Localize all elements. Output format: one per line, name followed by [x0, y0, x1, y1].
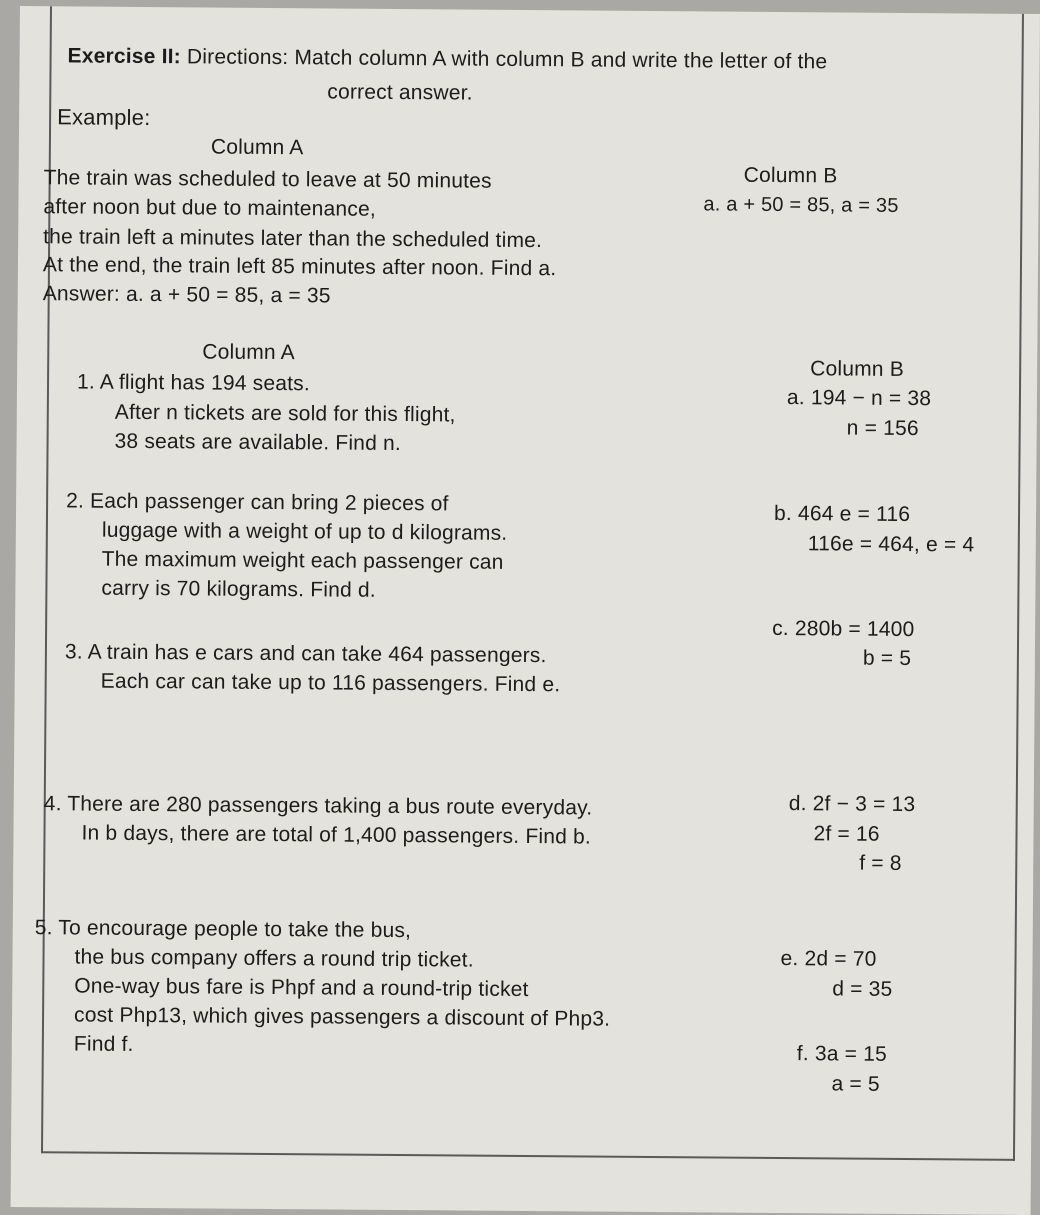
choice-e-line-2: d = 35 [832, 977, 893, 1001]
problem-4-line-2: In b days, there are total of 1,400 passengers. Find b. [81, 821, 592, 849]
problem-5-line-3: One-way bus fare is Phpf and a round-trip ticket [74, 974, 529, 1002]
problem-3-line-2: Each car can take up to 116 passengers. Find e. [100, 669, 561, 697]
choice-e-line-1: e. 2d = 70 [780, 947, 877, 971]
problem-2-line-1: 2. Each passenger can bring 2 pieces of [66, 489, 449, 516]
worksheet-page [11, 6, 1040, 1215]
exercise-label: Exercise II: [67, 44, 182, 69]
problem-1-line-2: After n tickets are sold for this flight, [114, 400, 456, 427]
example-text-line-1: The train was scheduled to leave at 50 minutes [43, 166, 492, 193]
directions-line-2: correct answer. [327, 80, 473, 105]
problem-5-line-4: cost Php13, which gives passengers a discount of Php3. [73, 1003, 611, 1031]
problem-4-line-1: 4. There are 280 passengers taking a bus route everyday. [43, 792, 593, 820]
choice-d-line-1: d. 2f − 3 = 13 [788, 792, 916, 817]
example-text-line-2: after noon but due to maintenance, [43, 195, 377, 221]
problem-2-line-4: carry is 70 kilograms. Find d. [101, 576, 376, 602]
example-choice: a. a + 50 = 85, a = 35 [703, 193, 899, 217]
problem-3-line-1: 3. A train has e cars and can take 464 passengers. [64, 640, 547, 668]
example-label: Example: [57, 104, 151, 131]
example-text-line-4: At the end, the train left 85 minutes after noon. Find a. [42, 253, 557, 281]
choice-b-line-1: b. 464 e = 116 [773, 501, 911, 527]
choice-d-line-2: 2f = 16 [813, 822, 880, 846]
choice-c-line-2: b = 5 [862, 646, 912, 671]
choice-a-line-2: n = 156 [846, 416, 919, 441]
problem-2-line-2: luggage with a weight of up to d kilograms. [101, 518, 508, 545]
choice-f-line-2: a = 5 [831, 1072, 880, 1096]
choice-b-line-2: 116e = 464, e = 4 [807, 532, 975, 557]
example-text-line-3: the train left a minutes later than the scheduled time. [43, 225, 543, 253]
problem-2-line-3: The maximum weight each passenger can [101, 547, 504, 574]
choice-d-line-3: f = 8 [859, 851, 902, 875]
problem-1-line-1: 1. A flight has 194 seats. [76, 370, 310, 396]
directions-text: Directions: Match column A with column B and write the letter of the [186, 45, 828, 74]
problem-1-line-3: 38 seats are available. Find n. [114, 429, 402, 456]
column-b-heading: Column B [810, 357, 905, 381]
column-a-heading: Column A [202, 340, 296, 365]
problem-5-line-2: the bus company offers a round trip ticket. [74, 945, 474, 972]
choice-f-line-1: f. 3a = 15 [796, 1042, 888, 1066]
example-column-b-heading: Column B [743, 163, 838, 188]
problem-5-line-5: Find f. [73, 1032, 134, 1056]
problem-5-line-1: 5. To encourage people to take the bus, [34, 916, 412, 943]
example-answer: Answer: a. a + 50 = 85, a = 35 [42, 282, 331, 308]
choice-c-line-1: c. 280b = 1400 [772, 616, 915, 642]
choice-a-line-1: a. 194 − n = 38 [786, 386, 932, 411]
example-column-a-heading: Column A [210, 135, 304, 160]
